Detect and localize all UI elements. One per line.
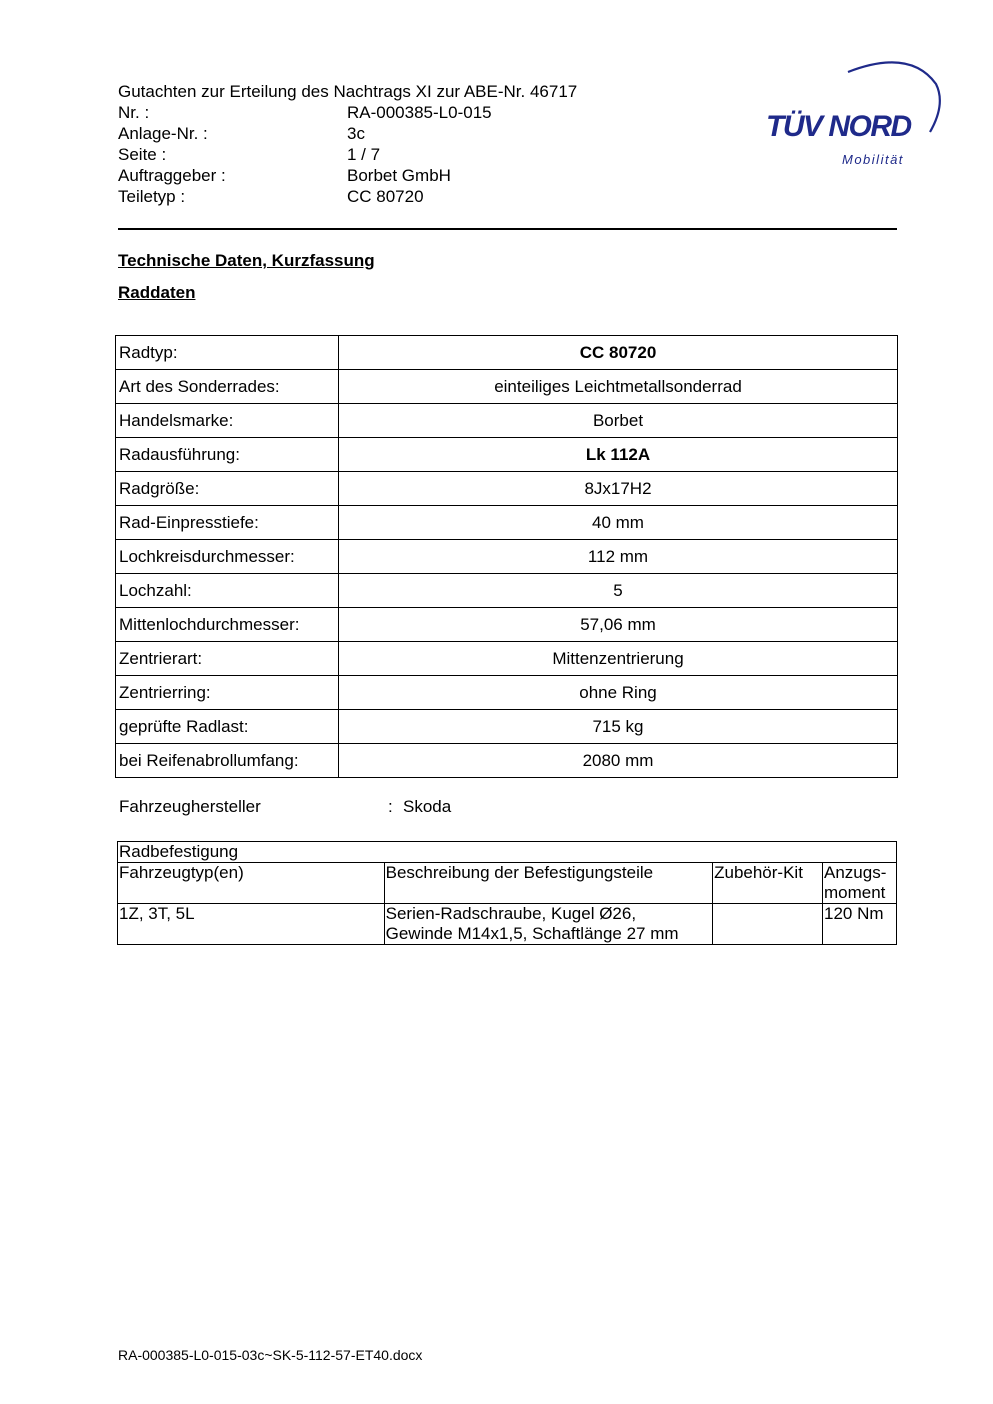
header-vehicle: Fahrzeugtyp(en) [118, 863, 385, 904]
row-key: geprüfte Radlast: [116, 710, 339, 744]
row-key: Rad-Einpresstiefe: [116, 506, 339, 540]
field-page [118, 144, 492, 165]
cell-vehicle: 1Z, 3T, 5L [118, 904, 385, 945]
wheel-mounting-table [117, 841, 897, 945]
field-label: Teiletyp : [118, 187, 186, 206]
logo-wordmark: TÜV NORD [766, 110, 911, 143]
row-key: Lochzahl: [116, 574, 339, 608]
field-value: Borbet GmbH [347, 166, 451, 185]
field-value: 3c [347, 124, 365, 143]
header-description: Beschreibung der Befestigungsteile [384, 863, 712, 904]
manufacturer-colon: : [388, 797, 393, 816]
table-row [116, 404, 898, 438]
field-part-type [118, 186, 492, 207]
row-key: Handelsmarke: [116, 404, 339, 438]
table-row [116, 438, 898, 472]
document-title: Gutachten zur Erteilung des Nachtrags XI zur ABE-Nr. 46717 [118, 82, 578, 101]
tuv-nord-logo-graphic [760, 56, 946, 172]
row-key: Mittenlochdurchmesser: [116, 608, 339, 642]
table-row [116, 574, 898, 608]
cell-kit [713, 904, 823, 945]
table-title-row [118, 842, 897, 863]
row-value: 8Jx17H2 [339, 472, 898, 506]
field-value: CC 80720 [347, 187, 424, 206]
row-key: Zentrierring: [116, 676, 339, 710]
row-value: 715 kg [339, 710, 898, 744]
table-row [116, 336, 898, 370]
row-value: 2080 mm [339, 744, 898, 778]
table-row [116, 608, 898, 642]
field-number [118, 102, 492, 123]
row-key: Art des Sonderrades: [116, 370, 339, 404]
row-key: Lochkreisdurchmesser: [116, 540, 339, 574]
header-torque-line: moment [824, 883, 886, 902]
table-row [116, 370, 898, 404]
field-client [118, 165, 492, 186]
row-key: Zentrierart: [116, 642, 339, 676]
row-value: 112 mm [339, 540, 898, 574]
table-row [116, 506, 898, 540]
field-label: Anlage-Nr. : [118, 124, 208, 143]
description-line: Serien-Radschraube, Kugel Ø26, [385, 904, 637, 923]
row-key: bei Reifenabrollumfang: [116, 744, 339, 778]
wheel-data-table [115, 335, 898, 778]
header-kit: Zubehör-Kit [713, 863, 823, 904]
footer-filename: RA-000385-L0-015-03c~SK-5-112-57-ET40.docx [118, 1347, 423, 1363]
row-key: Radgröße: [116, 472, 339, 506]
table-row [116, 472, 898, 506]
description-line: Gewinde M14x1,5, Schaftlänge 27 mm [385, 924, 679, 943]
row-value: Lk 112A [339, 438, 898, 472]
field-appendix [118, 123, 492, 144]
header-divider [118, 228, 897, 230]
table-row [116, 540, 898, 574]
vehicle-manufacturer [119, 796, 451, 818]
section-heading-wheel-data: Raddaten [118, 283, 196, 302]
table-row [116, 676, 898, 710]
header-fields [118, 102, 492, 207]
row-value: Mittenzentrierung [339, 642, 898, 676]
table-row [116, 642, 898, 676]
field-value: RA-000385-L0-015 [347, 103, 492, 122]
header-torque [823, 863, 897, 904]
field-label: Auftraggeber : [118, 166, 226, 185]
table-row [118, 904, 897, 945]
row-value: 5 [339, 574, 898, 608]
logo-subtitle: Mobilität [842, 152, 904, 167]
row-value: ohne Ring [339, 676, 898, 710]
field-label: Nr. : [118, 103, 150, 122]
row-key: Radtyp: [116, 336, 339, 370]
row-value: 57,06 mm [339, 608, 898, 642]
field-value: 1 / 7 [347, 145, 381, 164]
table-header-row [118, 863, 897, 904]
row-value: Borbet [339, 404, 898, 438]
manufacturer-value: Skoda [403, 797, 452, 816]
row-value: CC 80720 [339, 336, 898, 370]
tuv-nord-logo [760, 56, 946, 172]
row-value: einteiliges Leichtmetallsonderrad [339, 370, 898, 404]
row-value: 40 mm [339, 506, 898, 540]
cell-torque: 120 Nm [823, 904, 897, 945]
table-row [116, 744, 898, 778]
manufacturer-label: Fahrzeughersteller [119, 797, 261, 816]
section-heading-technical: Technische Daten, Kurzfassung [118, 251, 375, 270]
mounting-title: Radbefestigung [118, 842, 897, 863]
row-key: Radausführung: [116, 438, 339, 472]
field-label: Seite : [118, 145, 167, 164]
cell-description [384, 904, 712, 945]
header-torque-line: Anzugs- [824, 863, 887, 882]
table-row [116, 710, 898, 744]
